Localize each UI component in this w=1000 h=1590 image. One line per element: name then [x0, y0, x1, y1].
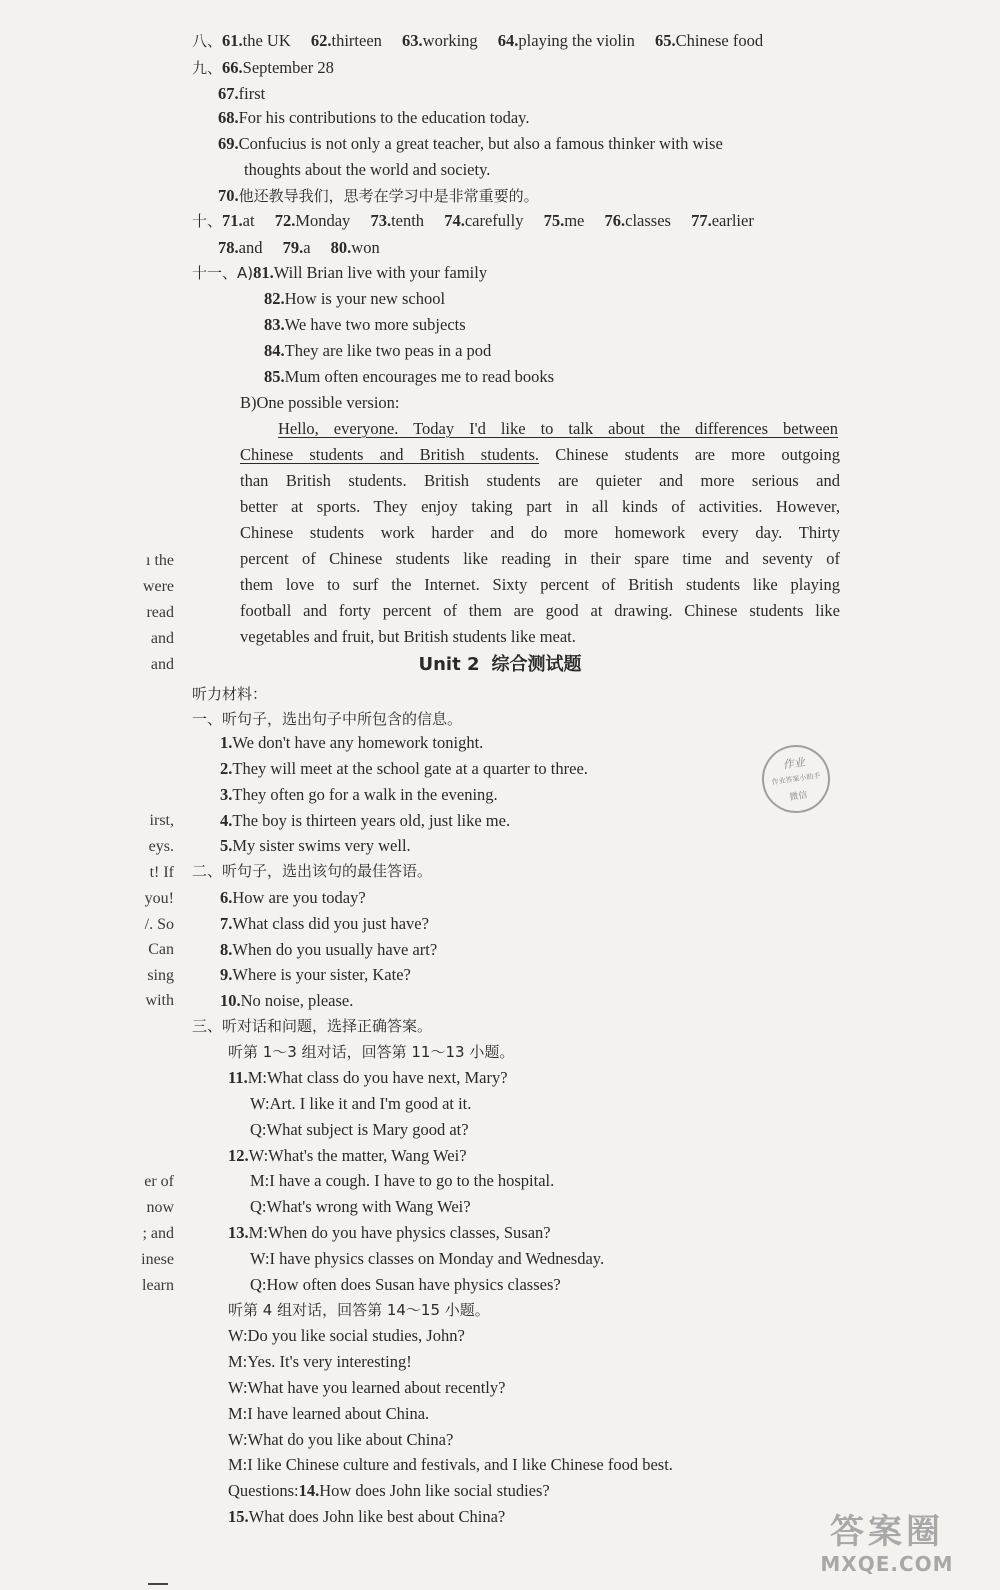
dialog-4-line: M:I like Chinese culture and festivals, and I like Chinese food best.	[228, 1455, 673, 1474]
stamp-seal: 作业 作业答案小助手 微信	[758, 741, 835, 818]
margin-fragment: t! If	[149, 864, 174, 881]
essay-line-2: Chinese students and British students. Chinese students are more outgoing	[240, 445, 840, 464]
essay-line: better at sports. They enjoy taking part in all kinds of activities. However,	[240, 497, 840, 516]
dialog-11-line2: W:Art. I like it and I'm good at it.	[250, 1094, 472, 1113]
margin-fragment: er of	[144, 1173, 174, 1190]
margin-fragment: now	[146, 1199, 174, 1216]
listening-q5: 5.My sister swims very well.	[220, 836, 411, 855]
dialog-11-line1: 11.M:What class do you have next, Mary?	[228, 1068, 508, 1087]
listening-q2: 2.They will meet at the school gate at a quarter to three.	[220, 759, 588, 778]
essay-line: them love to surf the Internet. Sixty percent of British students like playing	[240, 575, 840, 594]
essay-line: Chinese students work harder and do more homework every day. Thirty	[240, 523, 840, 542]
margin-fragment: ı the	[146, 552, 174, 569]
margin-fragment: were	[142, 578, 174, 595]
margin-fragment: /. So	[144, 916, 174, 933]
listening-q10: 10.No noise, please.	[220, 991, 354, 1010]
listening-q14: Questions:14.How does John like social studies?	[228, 1481, 550, 1500]
listening-q8: 8.When do you usually have art?	[220, 940, 438, 959]
listening-q4: 4.The boy is thirteen years old, just like me.	[220, 811, 511, 830]
dialog-13-line1: 13.M:When do you have physics classes, Susan?	[228, 1223, 551, 1242]
listening-group-1-3: 听第 1～3 组对话，回答第 11～13 小题。	[228, 1043, 515, 1061]
essay-line: vegetables and fruit, but British students like meat.	[240, 627, 576, 646]
margin-fragment: and	[150, 656, 174, 673]
listening-q6: 6.How are you today?	[220, 888, 366, 907]
margin-fragment: ; and	[142, 1225, 174, 1242]
margin-fragment: inese	[141, 1251, 174, 1268]
essay-line: than British students. British students are quieter and more serious and	[240, 471, 840, 490]
listening-q15: 15.What does John like best about China?	[228, 1507, 506, 1526]
margin-fragment: and	[150, 630, 174, 647]
listening-q3: 3.They often go for a walk in the evening.	[220, 785, 498, 804]
answer-70: 70.他还教导我们，思考在学习中是非常重要的。	[218, 186, 539, 205]
answer-66: 九、66.September 28	[192, 58, 334, 77]
listening-q9: 9.Where is your sister, Kate?	[220, 965, 411, 984]
listening-group-4: 听第 4 组对话，回答第 14～15 小题。	[228, 1301, 490, 1319]
answers-sec10-row1: 十、71.at 72.Monday 73.tenth 74.carefully 75.me 76.classes 77.earlier	[192, 211, 754, 230]
dialog-13-question: Q:How often does Susan have physics classes?	[250, 1275, 561, 1294]
answer-82: 82.How is your new school	[264, 289, 446, 308]
listening-part2: 二、听句子，选出该句的最佳答语。	[192, 862, 433, 880]
answers-sec10-row2: 78.and 79.a 80.won	[218, 238, 380, 257]
sec11-b-label: B)One possible version:	[240, 393, 400, 412]
dialog-4-line: W:What do you like about China?	[228, 1430, 454, 1449]
dialog-12-line2: M:I have a cough. I have to go to the hospital.	[250, 1171, 555, 1190]
listening-part3: 三、听对话和问题，选择正确答案。	[192, 1017, 433, 1035]
margin-fragment: eys.	[148, 838, 174, 855]
dialog-4-line: M:Yes. It's very interesting!	[228, 1352, 412, 1371]
margin-fragment: learn	[142, 1277, 174, 1294]
essay-line-1: Hello, everyone. Today I'd like to talk about the differences between	[278, 419, 838, 438]
answers-sec8: 八、61.the UK 62.thirteen 63.working 64.playing the violin 65.Chinese food	[192, 31, 764, 50]
listening-q7: 7.What class did you just have?	[220, 914, 429, 933]
dialog-11-question: Q:What subject is Mary good at?	[250, 1120, 469, 1139]
watermark-logo: 答案圈 MXQE.COM	[820, 1512, 954, 1576]
dialog-12-question: Q:What's wrong with Wang Wei?	[250, 1197, 471, 1216]
margin-fragment: you!	[144, 890, 174, 907]
dialog-4-line: W:Do you like social studies, John?	[228, 1326, 465, 1345]
margin-fragment: read	[146, 604, 174, 621]
essay-line: percent of Chinese students like reading in their spare time and seventy of	[240, 549, 840, 568]
unit-title: Unit 2 综合测试题	[418, 654, 582, 675]
answer-85: 85.Mum often encourages me to read books	[264, 367, 555, 386]
dialog-4-line: M:I have learned about China.	[228, 1404, 430, 1423]
dialog-13-line2: W:I have physics classes on Monday and Wednesday.	[250, 1249, 605, 1268]
listening-part1: 一、听句子，选出句子中所包含的信息。	[192, 710, 463, 728]
answer-81: 十一、A)81.Will Brian live with your family	[192, 263, 488, 282]
essay-line: football and forty percent of them are good at drawing. Chinese students like	[240, 601, 840, 620]
answer-69: 69.Confucius is not only a great teacher, but also a famous thinker with wise	[218, 134, 723, 153]
page-divider-mark	[148, 1583, 168, 1585]
margin-fragment: irst,	[149, 812, 174, 829]
dialog-4-line: W:What have you learned about recently?	[228, 1378, 506, 1397]
margin-fragment: with	[145, 992, 174, 1009]
answer-83: 83.We have two more subjects	[264, 315, 466, 334]
margin-fragment: Can	[148, 941, 174, 958]
margin-fragment: sing	[147, 967, 174, 984]
answer-67: 67.first	[218, 84, 266, 103]
answer-84: 84.They are like two peas in a pod	[264, 341, 492, 360]
answer-69-cont: thoughts about the world and society.	[244, 160, 491, 179]
listening-heading: 听力材料：	[192, 685, 268, 703]
dialog-12-line1: 12.W:What's the matter, Wang Wei?	[228, 1146, 467, 1165]
answer-68: 68.For his contributions to the education today.	[218, 108, 530, 127]
listening-q1: 1.We don't have any homework tonight.	[220, 733, 484, 752]
